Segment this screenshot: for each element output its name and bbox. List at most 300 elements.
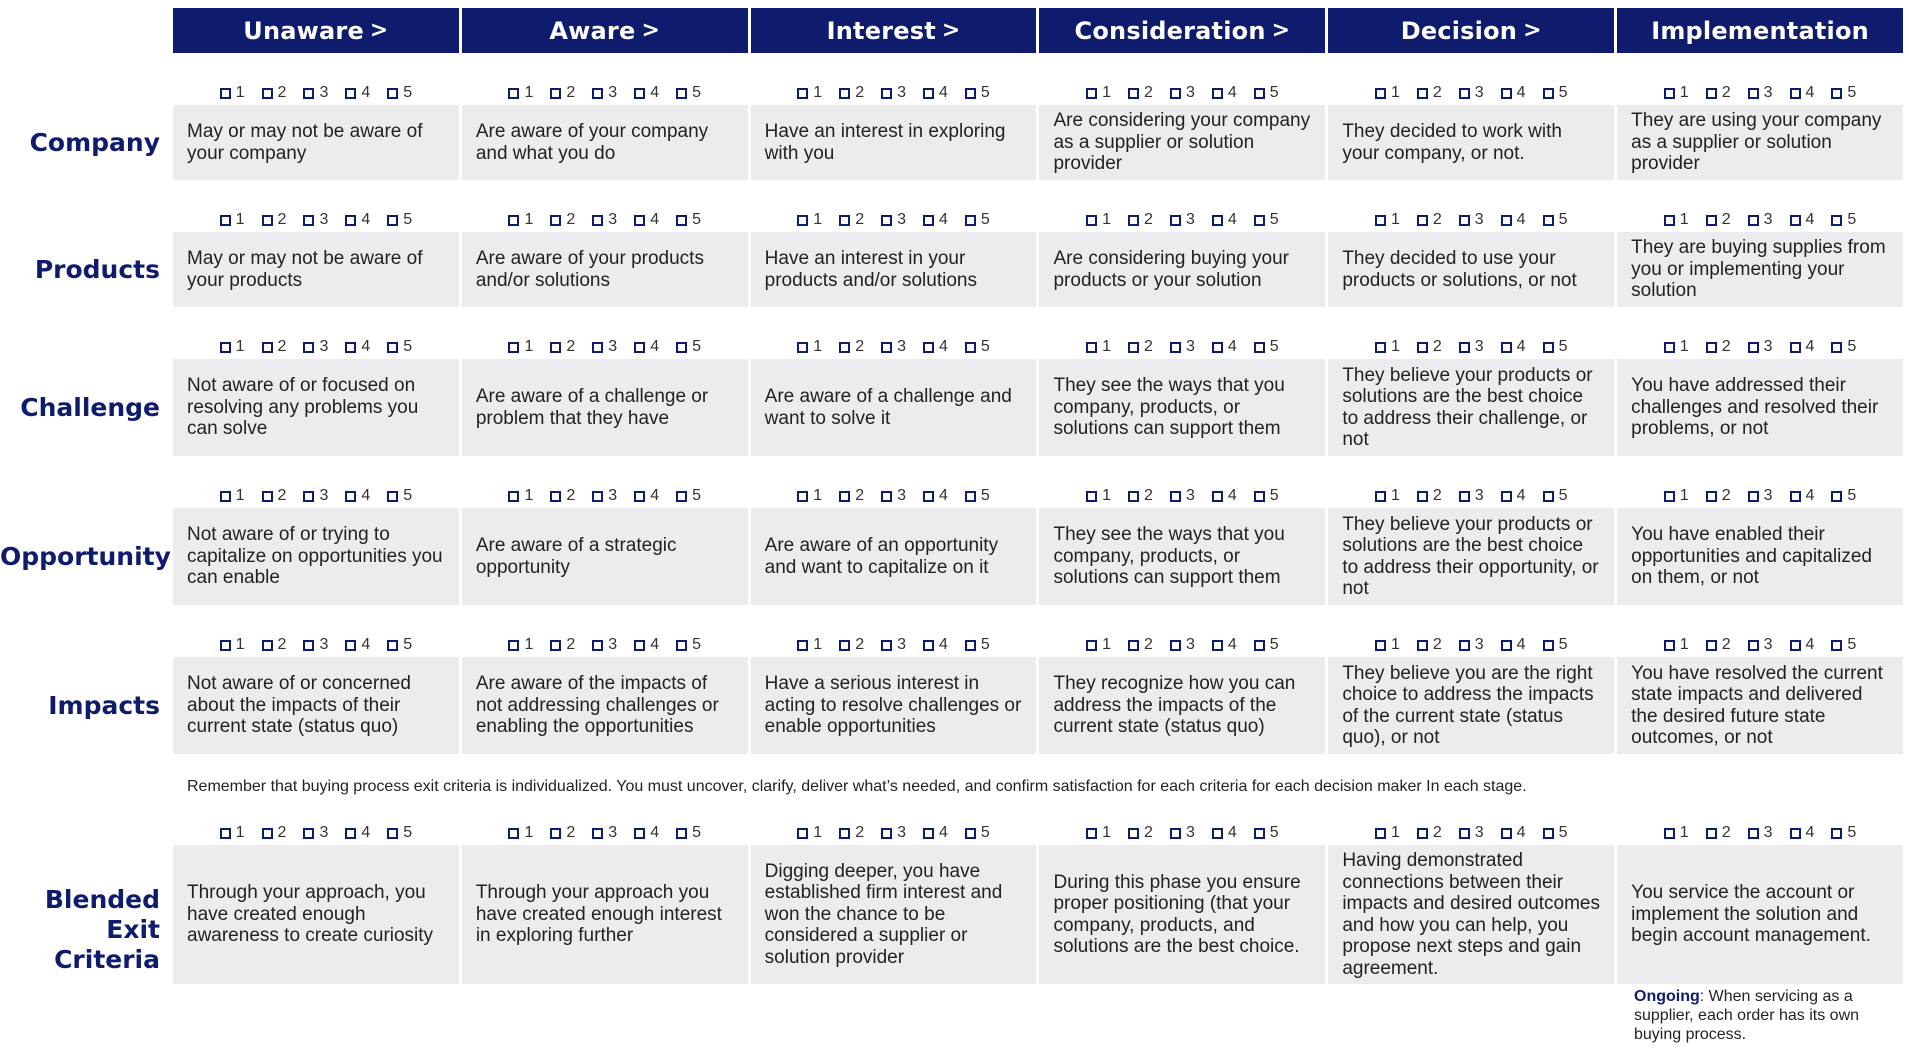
rating-checkbox[interactable] — [1790, 211, 1815, 229]
rating-checkbox[interactable] — [1501, 338, 1526, 356]
rating-value: 1 — [1390, 636, 1400, 653]
rating-checkbox[interactable] — [1790, 636, 1815, 654]
rating-checkbox[interactable] — [1543, 84, 1568, 102]
checkbox-icon — [303, 215, 314, 226]
checkbox-icon — [262, 491, 273, 502]
rating-checkbox[interactable] — [1543, 211, 1568, 229]
chevron-right-icon: > — [369, 18, 389, 43]
rating-value: 5 — [403, 338, 413, 355]
rating-value: 3 — [608, 824, 618, 841]
rating-checkbox[interactable] — [1086, 636, 1111, 654]
checkbox-icon — [550, 828, 561, 839]
rating-value: 4 — [361, 211, 371, 228]
rating-checkbox[interactable] — [1543, 824, 1568, 842]
rating-group — [1617, 336, 1903, 358]
rating-checkbox[interactable] — [508, 487, 533, 505]
checkbox-icon — [1664, 342, 1675, 353]
rating-checkbox[interactable] — [1375, 84, 1400, 102]
rating-group — [751, 209, 1037, 231]
criteria-cell: Through your approach, you have created enough awareness to create curiosity — [173, 845, 459, 984]
checkbox-icon — [839, 88, 850, 99]
rating-checkbox[interactable] — [303, 636, 328, 654]
checkbox-icon — [1748, 828, 1759, 839]
rating-checkbox[interactable] — [839, 338, 864, 356]
rating-value: 5 — [1558, 84, 1568, 101]
rating-checkbox[interactable] — [965, 487, 990, 505]
rating-checkbox[interactable] — [1543, 636, 1568, 654]
rating-value: 4 — [1227, 487, 1237, 504]
criteria-cell: Are aware of your products and/or solutions — [462, 232, 748, 307]
rating-checkbox[interactable] — [839, 211, 864, 229]
rating-checkbox[interactable] — [965, 824, 990, 842]
rating-checkbox[interactable] — [592, 636, 617, 654]
rating-checkbox[interactable] — [797, 487, 822, 505]
rating-checkbox[interactable] — [1086, 824, 1111, 842]
rating-checkbox[interactable] — [634, 338, 659, 356]
checkbox-icon — [797, 828, 808, 839]
rating-value: 2 — [277, 636, 287, 653]
checkbox-icon — [1254, 342, 1265, 353]
criteria-row-blended-exit-criteria — [173, 845, 1903, 984]
rating-checkbox[interactable] — [1086, 84, 1111, 102]
rating-checkbox[interactable] — [1748, 211, 1773, 229]
rating-checkbox[interactable] — [1417, 84, 1442, 102]
rating-checkbox[interactable] — [220, 636, 245, 654]
rating-checkbox[interactable] — [1459, 211, 1484, 229]
rating-checkbox[interactable] — [1664, 636, 1689, 654]
rating-checkbox[interactable] — [262, 636, 287, 654]
checkbox-icon — [1706, 88, 1717, 99]
rating-value: 3 — [319, 338, 329, 355]
row-label-impacts: Impacts — [48, 690, 160, 720]
row-label-challenge: Challenge — [20, 392, 160, 422]
rating-value: 2 — [277, 84, 287, 101]
rating-checkbox[interactable] — [923, 824, 948, 842]
rating-checkbox[interactable] — [303, 84, 328, 102]
rating-checkbox[interactable] — [387, 487, 412, 505]
rating-checkbox[interactable] — [220, 211, 245, 229]
rating-checkbox[interactable] — [220, 338, 245, 356]
rating-checkbox[interactable] — [1831, 636, 1856, 654]
rating-group — [173, 822, 459, 844]
rating-checkbox[interactable] — [1170, 636, 1195, 654]
rating-checkbox[interactable] — [1831, 211, 1856, 229]
rating-checkbox[interactable] — [1128, 211, 1153, 229]
rating-checkbox[interactable] — [550, 338, 575, 356]
rating-checkbox[interactable] — [676, 636, 701, 654]
rating-checkbox[interactable] — [220, 824, 245, 842]
checkbox-icon — [220, 88, 231, 99]
checkbox-icon — [1501, 828, 1512, 839]
checkbox-icon — [1831, 342, 1842, 353]
rating-value: 1 — [1102, 338, 1112, 355]
checkbox-icon — [1501, 342, 1512, 353]
rating-checkbox[interactable] — [676, 338, 701, 356]
rating-checkbox[interactable] — [1254, 84, 1279, 102]
rating-checkbox[interactable] — [634, 84, 659, 102]
rating-value: 5 — [403, 211, 413, 228]
rating-value: 5 — [1847, 487, 1857, 504]
rating-value: 3 — [1185, 211, 1195, 228]
rating-checkbox[interactable] — [303, 824, 328, 842]
rating-checkbox[interactable] — [1664, 84, 1689, 102]
rating-checkbox[interactable] — [634, 636, 659, 654]
rating-checkbox[interactable] — [881, 211, 906, 229]
rating-checkbox[interactable] — [634, 824, 659, 842]
rating-checkbox[interactable] — [923, 487, 948, 505]
rating-checkbox[interactable] — [1375, 636, 1400, 654]
rating-checkbox[interactable] — [839, 824, 864, 842]
checkbox-icon — [303, 491, 314, 502]
rating-checkbox[interactable] — [1501, 84, 1526, 102]
rating-checkbox[interactable] — [345, 211, 370, 229]
rating-value: 2 — [566, 338, 576, 355]
rating-checkbox[interactable] — [839, 636, 864, 654]
rating-checkbox[interactable] — [508, 211, 533, 229]
rating-checkbox[interactable] — [1417, 338, 1442, 356]
rating-checkbox[interactable] — [1212, 824, 1237, 842]
checkbox-icon — [1212, 491, 1223, 502]
checkbox-icon — [262, 828, 273, 839]
rating-checkbox[interactable] — [1170, 487, 1195, 505]
checkbox-icon — [508, 88, 519, 99]
rating-value: 3 — [1474, 824, 1484, 841]
rating-checkbox[interactable] — [965, 338, 990, 356]
rating-checkbox[interactable] — [1170, 338, 1195, 356]
rating-value: 3 — [1763, 84, 1773, 101]
rating-checkbox[interactable] — [839, 487, 864, 505]
rating-checkbox[interactable] — [508, 636, 533, 654]
rating-value: 1 — [235, 487, 245, 504]
checkbox-icon — [1375, 342, 1386, 353]
criteria-cell: You have resolved the current state impacts and delivered the desired future state outcomes, or not — [1617, 657, 1903, 754]
rating-checkbox[interactable] — [1543, 338, 1568, 356]
rating-checkbox[interactable] — [303, 338, 328, 356]
rating-value: 2 — [277, 211, 287, 228]
rating-checkbox[interactable] — [1128, 487, 1153, 505]
rating-checkbox[interactable] — [1706, 636, 1731, 654]
rating-checkbox[interactable] — [1128, 84, 1153, 102]
rating-value: 5 — [980, 636, 990, 653]
rating-checkbox[interactable] — [1790, 84, 1815, 102]
criteria-cell: Through your approach you have created enough interest in exploring further — [462, 845, 748, 984]
rating-checkbox[interactable] — [1706, 211, 1731, 229]
rating-value: 2 — [855, 338, 865, 355]
rating-checkbox[interactable] — [262, 211, 287, 229]
rating-checkbox[interactable] — [797, 84, 822, 102]
rating-checkbox[interactable] — [1170, 211, 1195, 229]
rating-checkbox[interactable] — [676, 211, 701, 229]
rating-checkbox[interactable] — [1790, 824, 1815, 842]
rating-checkbox[interactable] — [1543, 487, 1568, 505]
checkbox-icon — [839, 215, 850, 226]
rating-checkbox[interactable] — [387, 84, 412, 102]
rating-checkbox[interactable] — [676, 84, 701, 102]
rating-checkbox[interactable] — [508, 84, 533, 102]
rating-checkbox[interactable] — [220, 487, 245, 505]
rating-checkbox[interactable] — [797, 211, 822, 229]
rating-checkbox[interactable] — [592, 211, 617, 229]
rating-checkbox[interactable] — [1748, 824, 1773, 842]
rating-group — [462, 209, 748, 231]
rating-value: 3 — [1474, 211, 1484, 228]
checkbox-icon — [881, 215, 892, 226]
rating-checkbox[interactable] — [881, 824, 906, 842]
rating-checkbox[interactable] — [1170, 824, 1195, 842]
rating-checkbox[interactable] — [387, 211, 412, 229]
rating-value: 2 — [1432, 211, 1442, 228]
rating-checkbox[interactable] — [923, 338, 948, 356]
rating-checkbox[interactable] — [1212, 84, 1237, 102]
rating-checkbox[interactable] — [550, 84, 575, 102]
checkbox-icon — [1375, 215, 1386, 226]
rating-checkbox[interactable] — [1831, 84, 1856, 102]
rating-checkbox[interactable] — [220, 84, 245, 102]
rating-checkbox[interactable] — [634, 211, 659, 229]
rating-checkbox[interactable] — [1417, 636, 1442, 654]
checkbox-icon — [1706, 828, 1717, 839]
checkbox-icon — [1212, 828, 1223, 839]
rating-checkbox[interactable] — [345, 824, 370, 842]
rating-checkbox[interactable] — [881, 338, 906, 356]
rating-checkbox[interactable] — [797, 338, 822, 356]
rating-value: 5 — [980, 84, 990, 101]
rating-value: 4 — [361, 824, 371, 841]
rating-checkbox[interactable] — [1706, 338, 1731, 356]
rating-checkbox[interactable] — [592, 487, 617, 505]
rating-value: 2 — [1432, 338, 1442, 355]
rating-checkbox[interactable] — [262, 84, 287, 102]
rating-checkbox[interactable] — [345, 487, 370, 505]
rating-checkbox[interactable] — [676, 824, 701, 842]
rating-checkbox[interactable] — [1212, 636, 1237, 654]
rating-checkbox[interactable] — [1212, 211, 1237, 229]
rating-checkbox[interactable] — [923, 84, 948, 102]
checkbox-icon — [345, 342, 356, 353]
checkbox-icon — [1664, 828, 1675, 839]
rating-value: 3 — [1185, 338, 1195, 355]
rating-checkbox[interactable] — [1748, 487, 1773, 505]
rating-checkbox[interactable] — [1664, 487, 1689, 505]
criteria-cell: Not aware of or trying to capitalize on opportunities you can enable — [173, 508, 459, 605]
rating-checkbox[interactable] — [345, 84, 370, 102]
rating-checkbox[interactable] — [550, 487, 575, 505]
rating-value: 4 — [1805, 487, 1815, 504]
rating-checkbox[interactable] — [1501, 487, 1526, 505]
rating-checkbox[interactable] — [1459, 824, 1484, 842]
rating-checkbox[interactable] — [1501, 211, 1526, 229]
rating-value: 5 — [980, 338, 990, 355]
rating-group — [751, 822, 1037, 844]
rating-value: 2 — [1721, 84, 1731, 101]
rating-checkbox[interactable] — [387, 338, 412, 356]
rating-value: 5 — [1558, 487, 1568, 504]
rating-value: 2 — [277, 824, 287, 841]
rating-checkbox[interactable] — [1459, 84, 1484, 102]
checkbox-icon — [1086, 215, 1097, 226]
rating-checkbox[interactable] — [881, 636, 906, 654]
rating-checkbox[interactable] — [1831, 338, 1856, 356]
rating-row-opportunity — [173, 485, 1903, 507]
rating-value: 1 — [1102, 636, 1112, 653]
rating-checkbox[interactable] — [923, 636, 948, 654]
rating-checkbox[interactable] — [1170, 84, 1195, 102]
checkbox-icon — [508, 640, 519, 651]
rating-value: 5 — [692, 636, 701, 653]
rating-checkbox[interactable] — [1706, 487, 1731, 505]
row-label-blended-exit-criteria: Blended Exit Criteria — [44, 884, 160, 974]
rating-value: 3 — [1474, 84, 1484, 101]
rating-checkbox[interactable] — [1375, 824, 1400, 842]
checkbox-icon — [550, 215, 561, 226]
rating-checkbox[interactable] — [1459, 338, 1484, 356]
rating-checkbox[interactable] — [923, 211, 948, 229]
rating-checkbox[interactable] — [1375, 338, 1400, 356]
rating-checkbox[interactable] — [592, 338, 617, 356]
checkbox-icon — [1831, 88, 1842, 99]
rating-checkbox[interactable] — [1086, 487, 1111, 505]
rating-checkbox[interactable] — [881, 487, 906, 505]
checkbox-icon — [1128, 88, 1139, 99]
rating-checkbox[interactable] — [1664, 338, 1689, 356]
rating-checkbox[interactable] — [262, 824, 287, 842]
rating-checkbox[interactable] — [634, 487, 659, 505]
rating-checkbox[interactable] — [1128, 824, 1153, 842]
rating-group — [462, 634, 748, 656]
rating-checkbox[interactable] — [1254, 636, 1279, 654]
checkbox-icon — [634, 640, 645, 651]
rating-group — [1617, 634, 1903, 656]
rating-checkbox[interactable] — [387, 636, 412, 654]
rating-checkbox[interactable] — [881, 84, 906, 102]
rating-value: 5 — [1269, 84, 1279, 101]
checkbox-icon — [1664, 491, 1675, 502]
rating-value: 5 — [403, 84, 413, 101]
rating-checkbox[interactable] — [1417, 211, 1442, 229]
rating-checkbox[interactable] — [1254, 338, 1279, 356]
rating-value: 5 — [980, 824, 990, 841]
checkbox-icon — [1128, 828, 1139, 839]
rating-group — [1328, 336, 1614, 358]
rating-checkbox[interactable] — [345, 338, 370, 356]
rating-checkbox[interactable] — [550, 636, 575, 654]
rating-value: 1 — [524, 338, 534, 355]
rating-value: 3 — [319, 211, 329, 228]
criteria-row-impacts — [173, 657, 1903, 754]
rating-checkbox[interactable] — [262, 338, 287, 356]
checkbox-icon — [262, 215, 273, 226]
rating-checkbox[interactable] — [1212, 487, 1237, 505]
checkbox-icon — [1831, 491, 1842, 502]
criteria-cell: During this phase you ensure proper positioning (that your company, products, and solutions are the best choice. — [1039, 845, 1325, 984]
rating-checkbox[interactable] — [797, 636, 822, 654]
rating-checkbox[interactable] — [1831, 487, 1856, 505]
rating-group — [1328, 82, 1614, 104]
rating-checkbox[interactable] — [550, 824, 575, 842]
rating-checkbox[interactable] — [676, 487, 701, 505]
rating-checkbox[interactable] — [797, 824, 822, 842]
rating-checkbox[interactable] — [1254, 824, 1279, 842]
rating-value: 5 — [1847, 338, 1857, 355]
rating-checkbox[interactable] — [592, 824, 617, 842]
rating-checkbox[interactable] — [1790, 338, 1815, 356]
checkbox-icon — [1543, 215, 1554, 226]
rating-checkbox[interactable] — [303, 211, 328, 229]
rating-checkbox[interactable] — [1790, 487, 1815, 505]
rating-checkbox[interactable] — [1128, 338, 1153, 356]
rating-checkbox[interactable] — [387, 824, 412, 842]
rating-value: 4 — [939, 487, 948, 504]
rating-checkbox[interactable] — [965, 636, 990, 654]
rating-checkbox[interactable] — [262, 487, 287, 505]
rating-checkbox[interactable] — [965, 211, 990, 229]
rating-value: 3 — [608, 211, 618, 228]
rating-checkbox[interactable] — [1417, 487, 1442, 505]
rating-checkbox[interactable] — [1831, 824, 1856, 842]
rating-checkbox[interactable] — [1706, 84, 1731, 102]
rating-checkbox[interactable] — [592, 84, 617, 102]
rating-checkbox[interactable] — [550, 211, 575, 229]
rating-checkbox[interactable] — [1748, 636, 1773, 654]
rating-checkbox[interactable] — [1375, 211, 1400, 229]
rating-value: 2 — [1432, 824, 1442, 841]
rating-checkbox[interactable] — [1501, 636, 1526, 654]
rating-value: 5 — [403, 824, 413, 841]
rating-checkbox[interactable] — [508, 824, 533, 842]
criteria-cell: Having demonstrated connections between their impacts and desired outcomes and how you can help, you propose next steps and gain agreement. — [1328, 845, 1614, 984]
chevron-right-icon: > — [1523, 18, 1542, 43]
rating-checkbox[interactable] — [1128, 636, 1153, 654]
checkbox-icon — [1254, 88, 1265, 99]
checkbox-icon — [923, 491, 934, 502]
rating-checkbox[interactable] — [1706, 824, 1731, 842]
rating-value: 3 — [1474, 487, 1484, 504]
rating-checkbox[interactable] — [1086, 211, 1111, 229]
rating-checkbox[interactable] — [1254, 211, 1279, 229]
rating-group — [1328, 485, 1614, 507]
rating-checkbox[interactable] — [1459, 487, 1484, 505]
rating-checkbox[interactable] — [345, 636, 370, 654]
rating-checkbox[interactable] — [508, 338, 533, 356]
rating-checkbox[interactable] — [1459, 636, 1484, 654]
checkbox-icon — [550, 88, 561, 99]
rating-checkbox[interactable] — [1664, 824, 1689, 842]
rating-checkbox[interactable] — [1501, 824, 1526, 842]
rating-checkbox[interactable] — [965, 84, 990, 102]
ongoing-label: Ongoing — [1634, 988, 1700, 1005]
rating-checkbox[interactable] — [1748, 338, 1773, 356]
checkbox-icon — [1706, 215, 1717, 226]
checkbox-icon — [1501, 640, 1512, 651]
rating-checkbox[interactable] — [303, 487, 328, 505]
rating-value: 3 — [319, 487, 329, 504]
rating-value: 5 — [692, 487, 701, 504]
criteria-row-company — [173, 105, 1903, 180]
rating-checkbox[interactable] — [1086, 338, 1111, 356]
rating-value: 1 — [1102, 487, 1112, 504]
rating-checkbox[interactable] — [1664, 211, 1689, 229]
rating-checkbox[interactable] — [839, 84, 864, 102]
rating-checkbox[interactable] — [1212, 338, 1237, 356]
stage-header-implementation: Implementation — [1617, 8, 1903, 53]
rating-checkbox[interactable] — [1254, 487, 1279, 505]
rating-checkbox[interactable] — [1748, 84, 1773, 102]
checkbox-icon — [592, 640, 603, 651]
checkbox-icon — [1170, 342, 1181, 353]
rating-checkbox[interactable] — [1417, 824, 1442, 842]
rating-group — [1039, 336, 1325, 358]
rating-checkbox[interactable] — [1375, 487, 1400, 505]
